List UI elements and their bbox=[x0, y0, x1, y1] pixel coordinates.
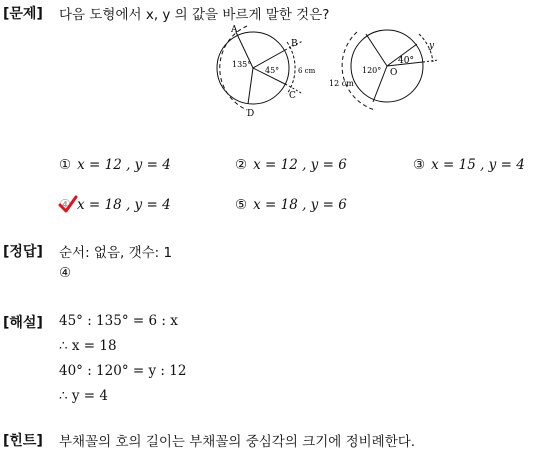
hint-tag: [힌트] bbox=[3, 433, 43, 449]
solution-line-4: ∴ y = 4 bbox=[59, 388, 108, 404]
choice-1[interactable] bbox=[59, 157, 171, 173]
choice-4-text: x = 18 , y = 4 bbox=[77, 197, 171, 213]
question-text: 다음 도형에서 x, y 의 값을 바르게 말한 것은? bbox=[59, 7, 330, 23]
label-c: C bbox=[289, 91, 296, 101]
side-12cm: 12 cm bbox=[329, 79, 354, 88]
checkmark-icon bbox=[58, 195, 78, 213]
choice-1-text: x = 12 , y = 4 bbox=[77, 157, 171, 173]
choice-1-number: ① bbox=[59, 157, 72, 173]
solution-line-3: 40° : 120° = y : 12 bbox=[59, 363, 187, 379]
angle-40: 40° bbox=[398, 56, 414, 66]
choice-2-number: ② bbox=[235, 157, 248, 173]
label-o: O bbox=[390, 68, 398, 78]
solution-tag: [해설] bbox=[3, 315, 43, 331]
choice-5[interactable] bbox=[235, 197, 347, 213]
label-a: A bbox=[231, 25, 238, 35]
label-y: y bbox=[429, 41, 435, 51]
choice-3-number: ③ bbox=[413, 157, 426, 173]
label-d: D bbox=[247, 109, 255, 119]
choice-4[interactable] bbox=[59, 197, 171, 213]
choice-4-number: ④ bbox=[59, 197, 72, 213]
choice-3-text: x = 15 , y = 4 bbox=[431, 157, 525, 173]
choice-5-text: x = 18 , y = 6 bbox=[253, 197, 347, 213]
choice-5-number: ⑤ bbox=[235, 197, 248, 213]
angle-120: 120° bbox=[362, 66, 382, 75]
question-tag: [문제] bbox=[3, 6, 43, 22]
answer-value: ④ bbox=[59, 265, 72, 281]
answer-line: 순서: 없음, 갯수: 1 bbox=[59, 245, 173, 261]
label-b: B bbox=[291, 39, 298, 49]
hint-text: 부채꼴의 호의 길이는 부채꼴의 중심각의 크기에 정비례한다. bbox=[59, 434, 416, 450]
right-circle-figure bbox=[329, 30, 439, 110]
choice-2-text: x = 12 , y = 6 bbox=[253, 157, 347, 173]
side-6cm: 6 cm bbox=[298, 67, 316, 75]
choice-3[interactable] bbox=[413, 157, 525, 173]
solution-line-2: ∴ x = 18 bbox=[59, 338, 117, 354]
angle-45: 45° bbox=[265, 66, 280, 75]
left-circle-figure bbox=[217, 25, 316, 119]
choice-2[interactable] bbox=[235, 157, 347, 173]
solution-line-1: 45° : 135° = 6 : x bbox=[59, 313, 178, 329]
angle-135: 135° bbox=[232, 60, 252, 69]
answer-tag: [정답] bbox=[3, 244, 43, 260]
sector-figure bbox=[205, 22, 445, 120]
